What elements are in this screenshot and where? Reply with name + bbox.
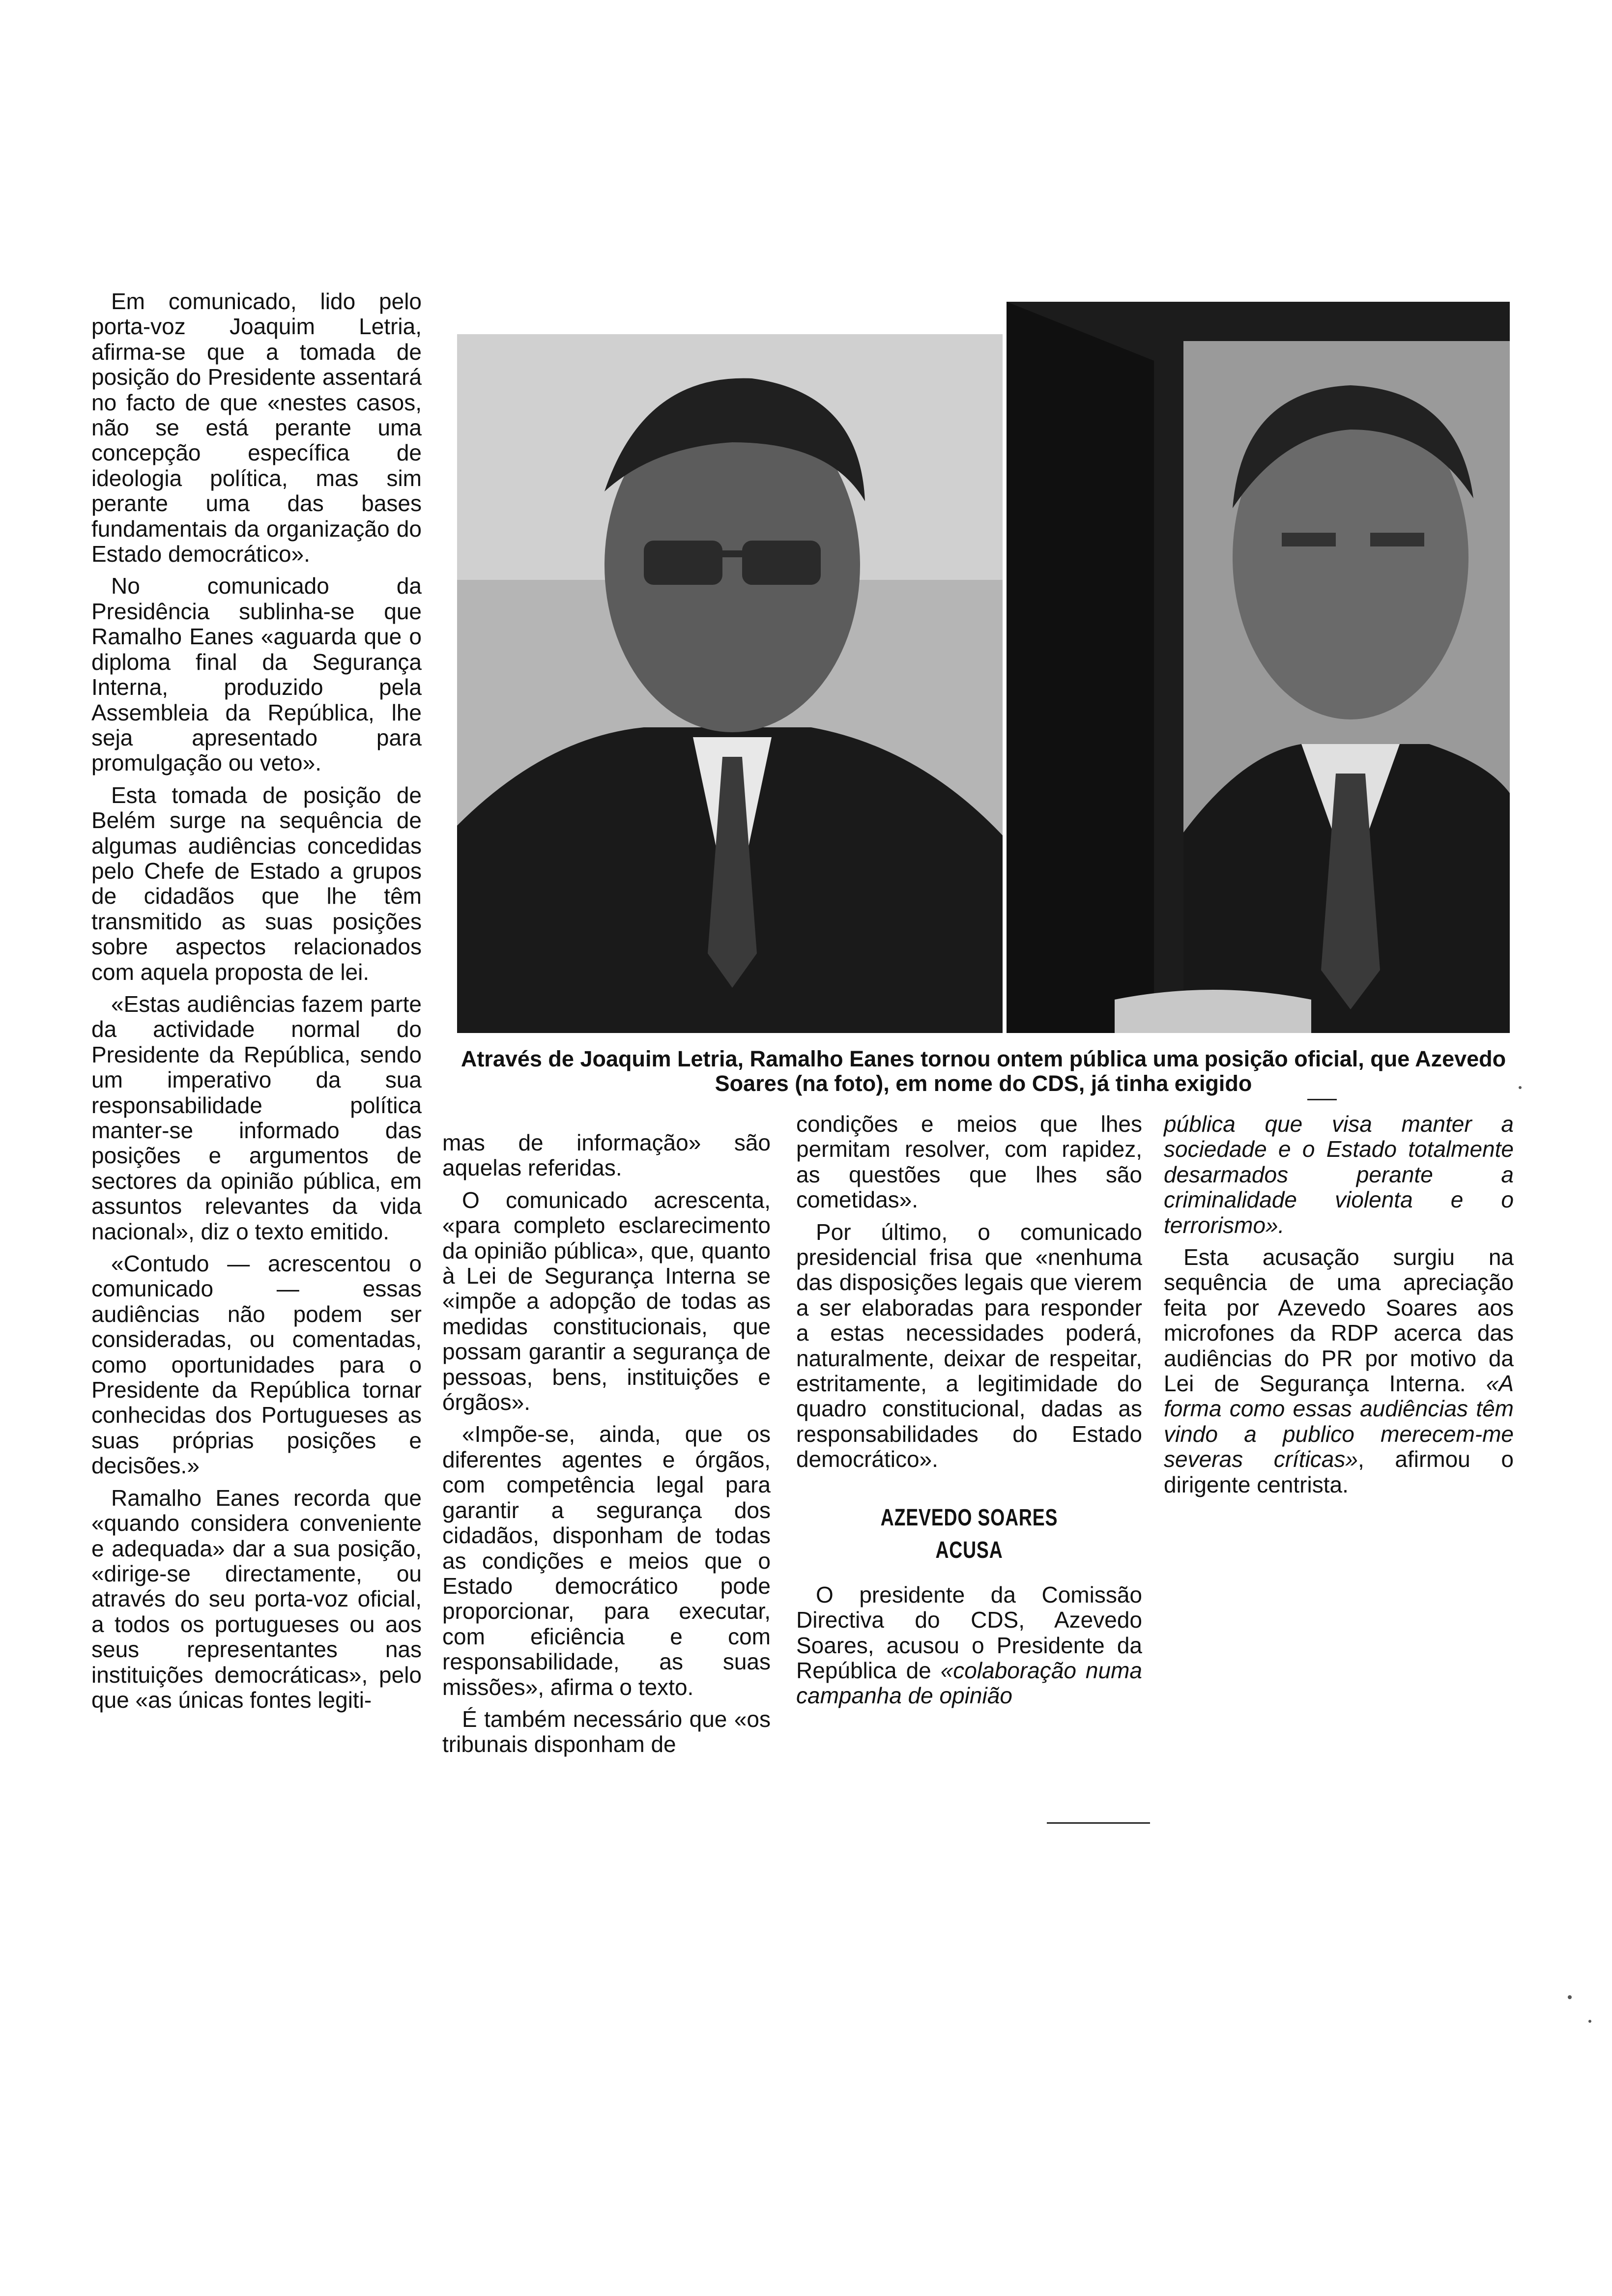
scan-speck: [1519, 1086, 1522, 1089]
article-column-1: [91, 289, 422, 1713]
subheading-line-2: ACUSA: [935, 1537, 1003, 1563]
paragraph-quote: «A forma como essas audiências têm vindo a publico merecem-me severas críticas»: [1164, 1371, 1514, 1472]
photo-caption: Através de Joaquim Letria, Ramalho Eanes tornou ontem pública uma posição oficial, que Azevedo Soares (na foto), em nome do CDS, já tinha exigido: [461, 1046, 1506, 1096]
portrait-figure: [457, 334, 1003, 1033]
paragraph: «Estas audiências fazem parte da actividade normal do Presidente da República, sendo um imperativo da sua responsabilidade política manter-se informado das posições e argumentos de sectores da opinião pública, em assuntos relevantes da vida nacional», diz o texto emitido.: [91, 991, 422, 1244]
paragraph: [1164, 1245, 1514, 1497]
article-column-4: [1164, 1112, 1514, 1497]
photo-left: [457, 334, 1003, 1033]
photo-right: [1007, 302, 1510, 1033]
paragraph: Por último, o comunicado presidencial frisa que «nenhuma das disposições legais que vierem a ser elaboradas para responder a estas necessidades poderá, naturalmente, deixar de respeitar, estritamente, a legitimidade do quadro constitucional, dadas as responsabilidades do Estado democrático».: [796, 1219, 1142, 1472]
paragraph: [796, 1582, 1142, 1709]
subheading: [834, 1502, 1104, 1567]
paragraph-text: O presidente da Comissão Directiva do CDS, Azevedo Soares, acusou o Presidente da República de: [796, 1581, 1142, 1683]
paragraph: Ramalho Eanes recorda que «quando considera conveniente e adequada» dar a sua posição, «dirige-se directamente, ou através do seu porta-voz oficial, a todos os portugueses ou aos seus representantes nas instituições democráticas», pelo que «as únicas fontes legiti-: [91, 1485, 422, 1713]
paragraph: «Contudo — acrescentou o comunicado — essas audiências não podem ser consideradas, ou comentadas, como oportunidades para o Presidente da República tornar conhecidas dos Portugueses as suas próprias posições e decisões.»: [91, 1251, 422, 1479]
scan-speck: [1568, 1995, 1572, 1999]
paragraph-quote: pública que visa manter a sociedade e o Estado totalmente desarmados perante a criminalidade violenta e o terrorismo».: [1164, 1111, 1514, 1238]
subheading-line-1: AZEVEDO SOARES: [880, 1504, 1058, 1531]
paragraph: É também necessário que «os tribunais disponham de: [442, 1706, 771, 1757]
paragraph: condições e meios que lhes permitam resolver, com rapidez, as questões que lhes são cometidas».: [796, 1111, 1142, 1213]
paragraph-quote: «colaboração numa campanha de opinião: [796, 1657, 1142, 1709]
paragraph: No comunicado da Presidência sublinha-se que Ramalho Eanes «aguarda que o diploma final da Segurança Interna, produzido pela Assembleia da República, lhe seja apresentado para promulgação ou veto».: [91, 573, 422, 776]
caption-rule: [1307, 1099, 1337, 1100]
paragraph: O comunicado acrescenta, «para completo esclarecimento da opinião pública», que, quanto à Lei de Segurança Interna se «impõe a adopção de todas as medidas constitucionais, que possam garantir a segurança de pessoas, bens, instituições e órgãos».: [442, 1187, 771, 1415]
paragraph-text: , afirmou o dirigente centrista.: [1164, 1446, 1514, 1497]
paragraph: Em comunicado, lido pelo porta-voz Joaquim Letria, afirma-se que a tomada de posição do Presidente assentará no facto de que «nestes casos, não se está perante uma concepção específica de ideologia política, mas sim perante uma das bases fundamentais da organização do Estado democrático».: [91, 288, 422, 567]
paragraph: «Impõe-se, ainda, que os diferentes agentes e órgãos, com competência legal para garantir a segurança dos cidadãos, disponham de todas as condições e meios que o Estado democrático pode proporcionar, para executar, com eficiência e com responsabilidade, as suas missões», afirma o texto.: [442, 1421, 771, 1700]
article-column-2: [442, 1130, 771, 1757]
paragraph: Esta tomada de posição de Belém surge na sequência de algumas audiências concedidas pelo Chefe de Estado a grupos de cidadãos que lhe têm transmitido as suas posições sobre aspectos relacionados com aquela proposta de lei.: [91, 782, 422, 985]
paragraph-text: Esta acusação surgiu na sequência de uma apreciação feita por Azevedo Soares aos microfones da RDP acerca das audiências do PR por motivo da Lei de Segurança Interna.: [1164, 1244, 1514, 1397]
article-column-3: [796, 1112, 1142, 1709]
scan-speck: [1588, 2020, 1591, 2023]
column-end-rule: [1047, 1822, 1150, 1824]
paragraph: mas de informação» são aquelas referidas.: [442, 1130, 771, 1181]
portrait-figure: [1007, 302, 1510, 1033]
